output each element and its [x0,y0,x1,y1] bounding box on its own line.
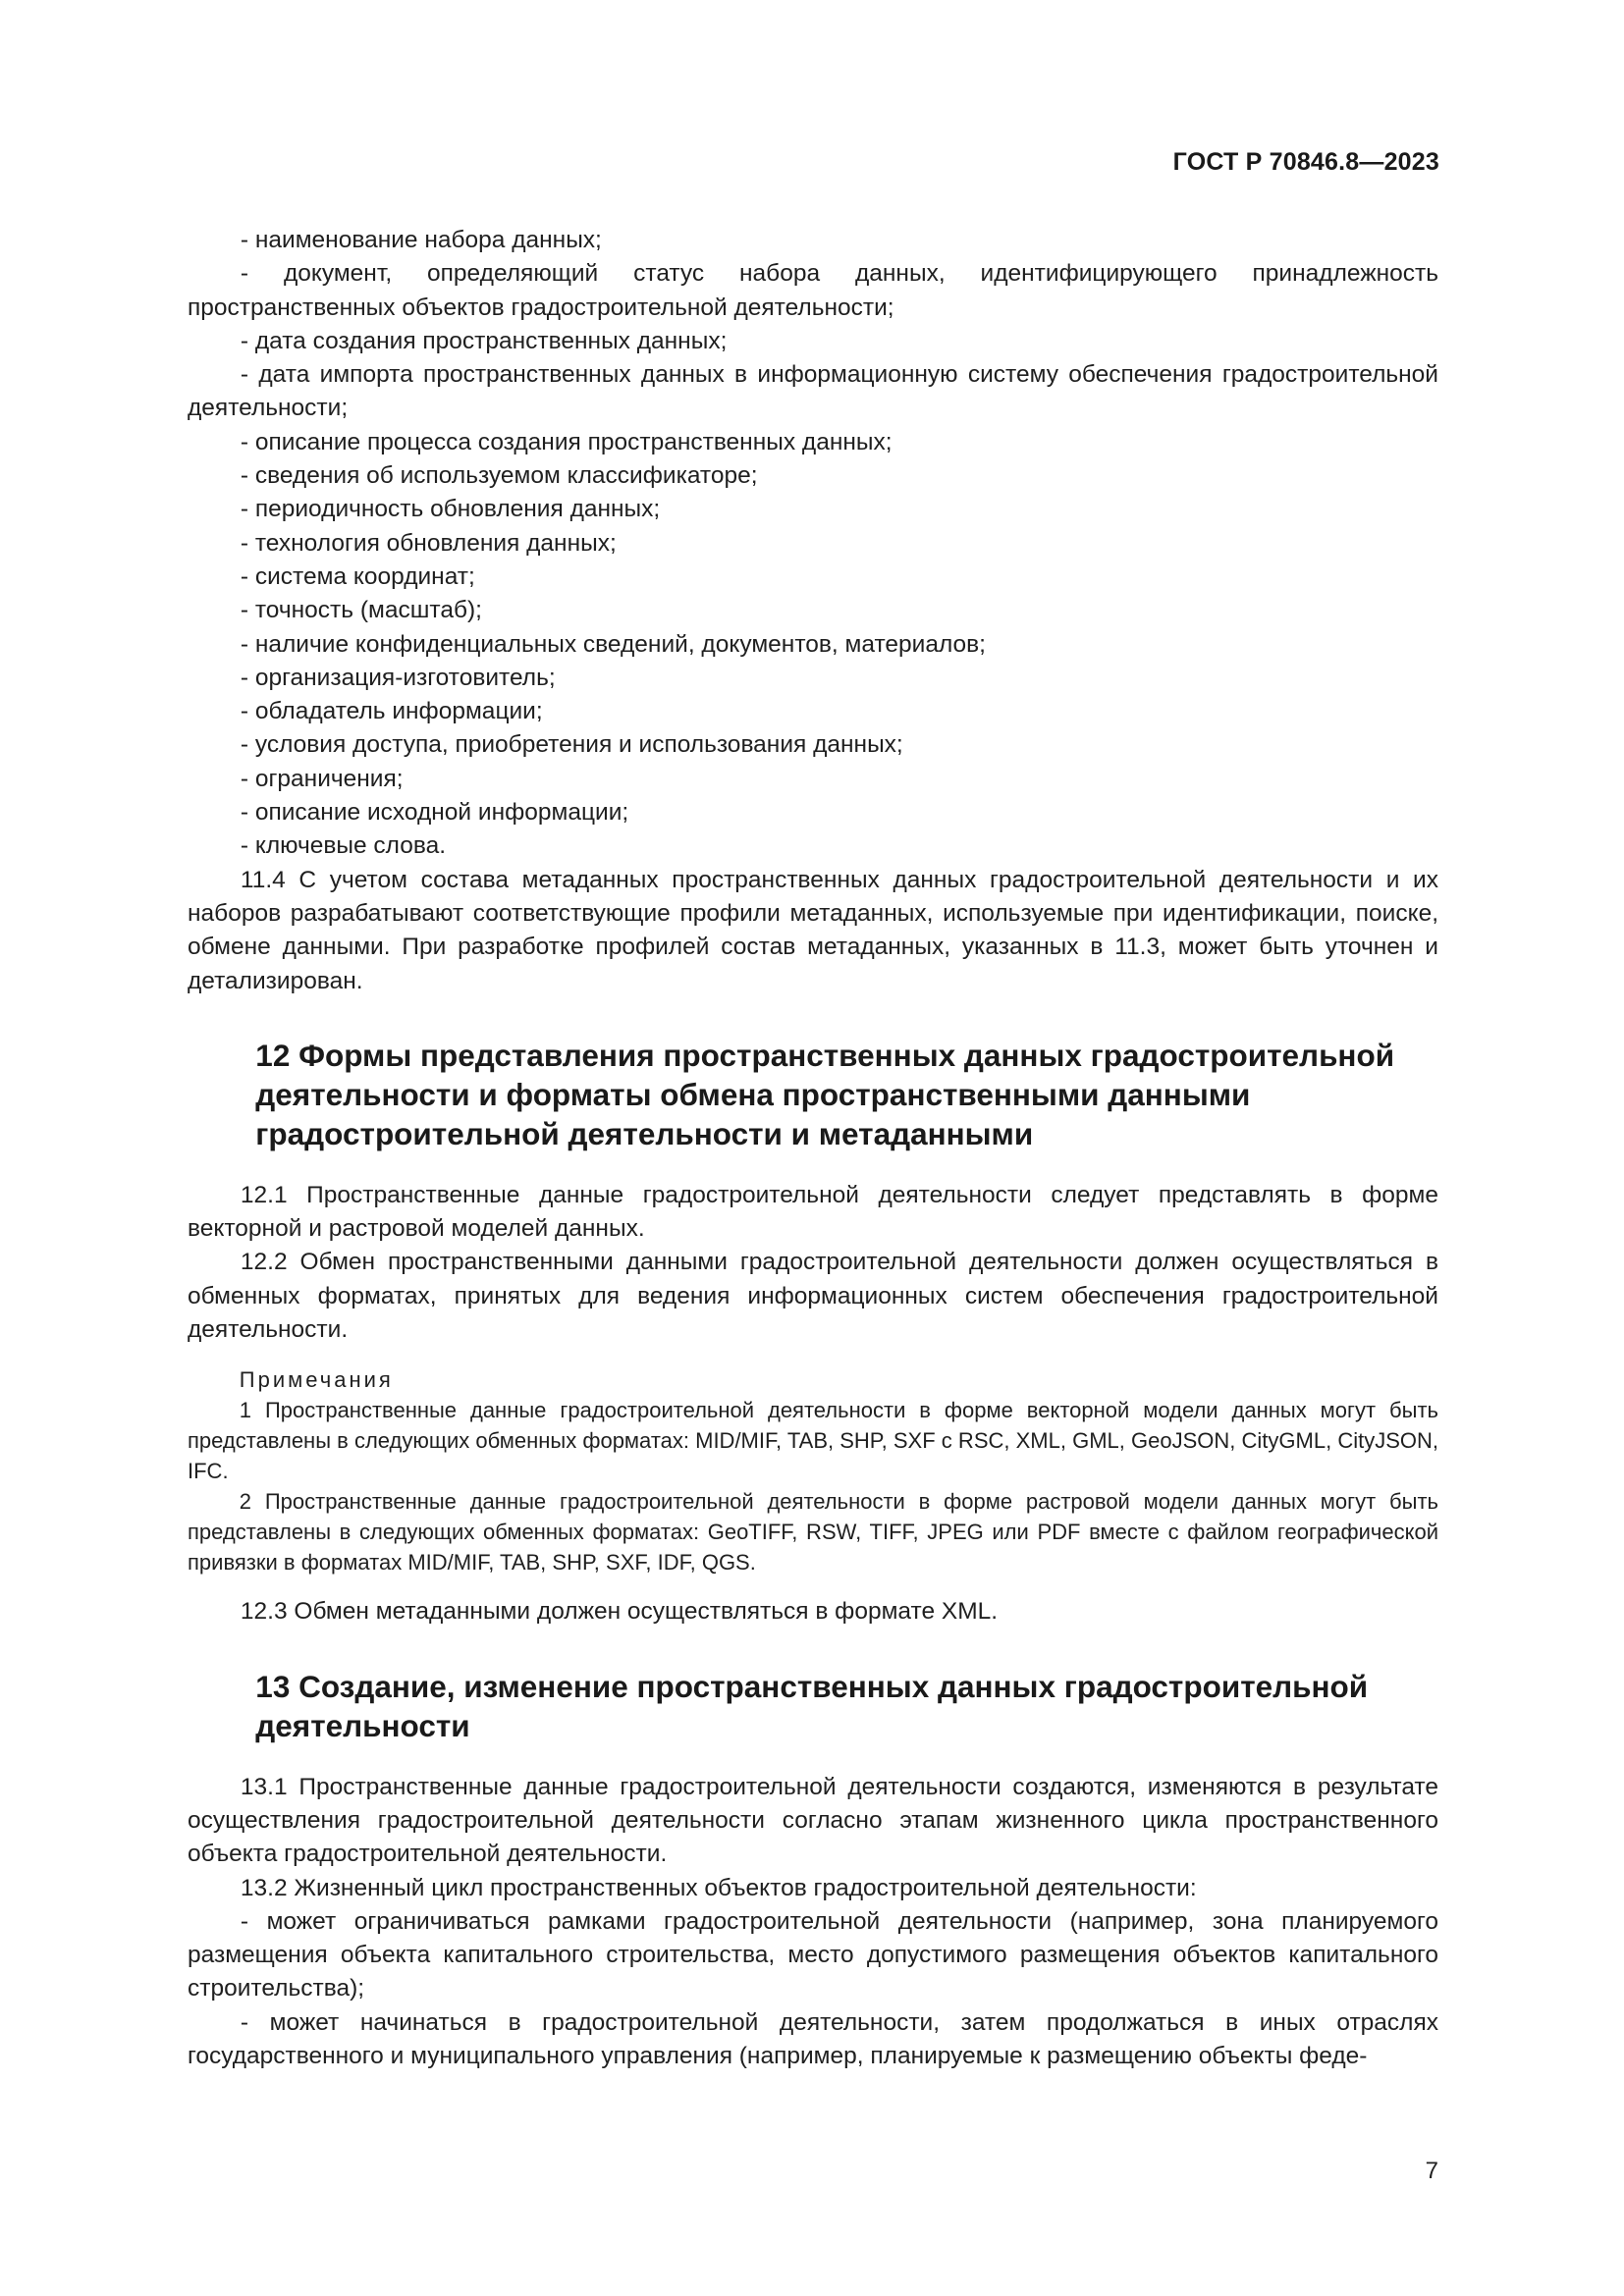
paragraph-12-2: 12.2 Обмен пространственными данными градостроительной деятельности должен осуществляться в обменных форматах, принятых для ведения информационных систем обеспечения градостроительной деятельности. [188,1249,1438,1344]
note-1: 1 Пространственные данные градостроительной деятельности в форме векторной модели данных могут быть представлены в следующих обменных форматах: MID/MIF, TAB, SHP, SXF с RSC, XML, GML, GeoJSON, CityGML, CityJSON, IFC. [188,1398,1438,1484]
list-item: - дата импорта пространственных данных в информационную систему обеспечения градостроительной деятельности; [188,361,1438,422]
list-item: - ограничения; [240,765,404,792]
section-13-heading: 13 Создание, изменение пространственных данных градостроительной деятельности [255,1668,1369,1743]
document-body [188,224,1438,2073]
list-item: - сведения об используемом классификаторе; [240,462,758,490]
paragraph-11-4: 11.4 С учетом состава метаданных пространственных данных градостроительной деятельности и их наборов разрабатывают соответствующие профили метаданных, используемые при идентификации, поиске, обмене данными. При разработке профилей состав метаданных, указанных в 11.3, может быть уточнен и детализирован. [188,866,1438,994]
list-item: - описание исходной информации; [240,799,629,827]
list-item: - условия доступа, приобретения и использования данных; [240,731,903,759]
paragraph-13-2: 13.2 Жизненный цикл пространственных объектов градостроительной деятельности: [240,1874,1197,1901]
document-standard-code: ГОСТ Р 70846.8—2023 [1172,148,1439,176]
list-item: - точность (масштаб); [240,597,482,624]
page-number: 7 [1425,2158,1438,2184]
list-item: - технология обновления данных; [240,529,617,557]
section-12-heading: 12 Формы представления пространственных данных градостроительной деятельности и форматы обмена пространственными данными градостроительной деятельности и метаданными [255,1037,1395,1151]
metadata-list [188,224,1438,864]
list-item: - обладатель информации; [240,698,543,725]
list-item: - наименование набора данных; [240,227,602,253]
list-item: - периодичность обновления данных; [240,496,661,523]
list-item: - документ, определяющий статус набора данных, идентифицирующего принадлежность пространственных объектов градостроительной деятельности; [188,260,1438,321]
note-2: 2 Пространственные данные градостроительной деятельности в форме растровой модели данных могут быть представлены в следующих обменных форматах: GeoTIFF, RSW, TIFF, JPEG или PDF вместе с файлом географической привязки в форматах MID/MIF, TAB, SHP, SXF, IDF, QGS. [188,1489,1438,1575]
list-item: - наличие конфиденциальных сведений, документов, материалов; [240,630,986,658]
list-item: - описание процесса создания пространственных данных; [240,428,893,455]
lifecycle-item-2: - может начинаться в градостроительной деятельности, затем продолжаться в иных отраслях государственного и муниципального управления (например, планируемые к размещению объекты феде- [188,2008,1438,2069]
paragraph-12-1: 12.1 Пространственные данные градостроительной деятельности следует представлять в форме векторной и растровой моделей данных. [188,1181,1438,1243]
paragraph-13-1: 13.1 Пространственные данные градостроительной деятельности создаются, изменяются в результате осуществления градостроительной деятельности согласно этапам жизненного цикла пространственного объекта градостроительной деятельности. [188,1773,1438,1868]
list-item: - система координат; [240,562,475,590]
lifecycle-item-1: - может ограничиваться рамками градостроительной деятельности (например, зона планируемого размещения объекта капитального строительства, место допустимого размещения объектов капитального строительства); [188,1907,1438,2002]
list-item: - организация-изготовитель; [240,664,556,691]
list-item: - дата создания пространственных данных; [240,327,728,354]
notes-title: Примечания [239,1367,394,1393]
list-item: - ключевые слова. [240,832,447,860]
paragraph-12-3: 12.3 Обмен метаданными должен осуществляться в формате XML. [240,1598,999,1626]
notes-block [188,1364,1438,1577]
